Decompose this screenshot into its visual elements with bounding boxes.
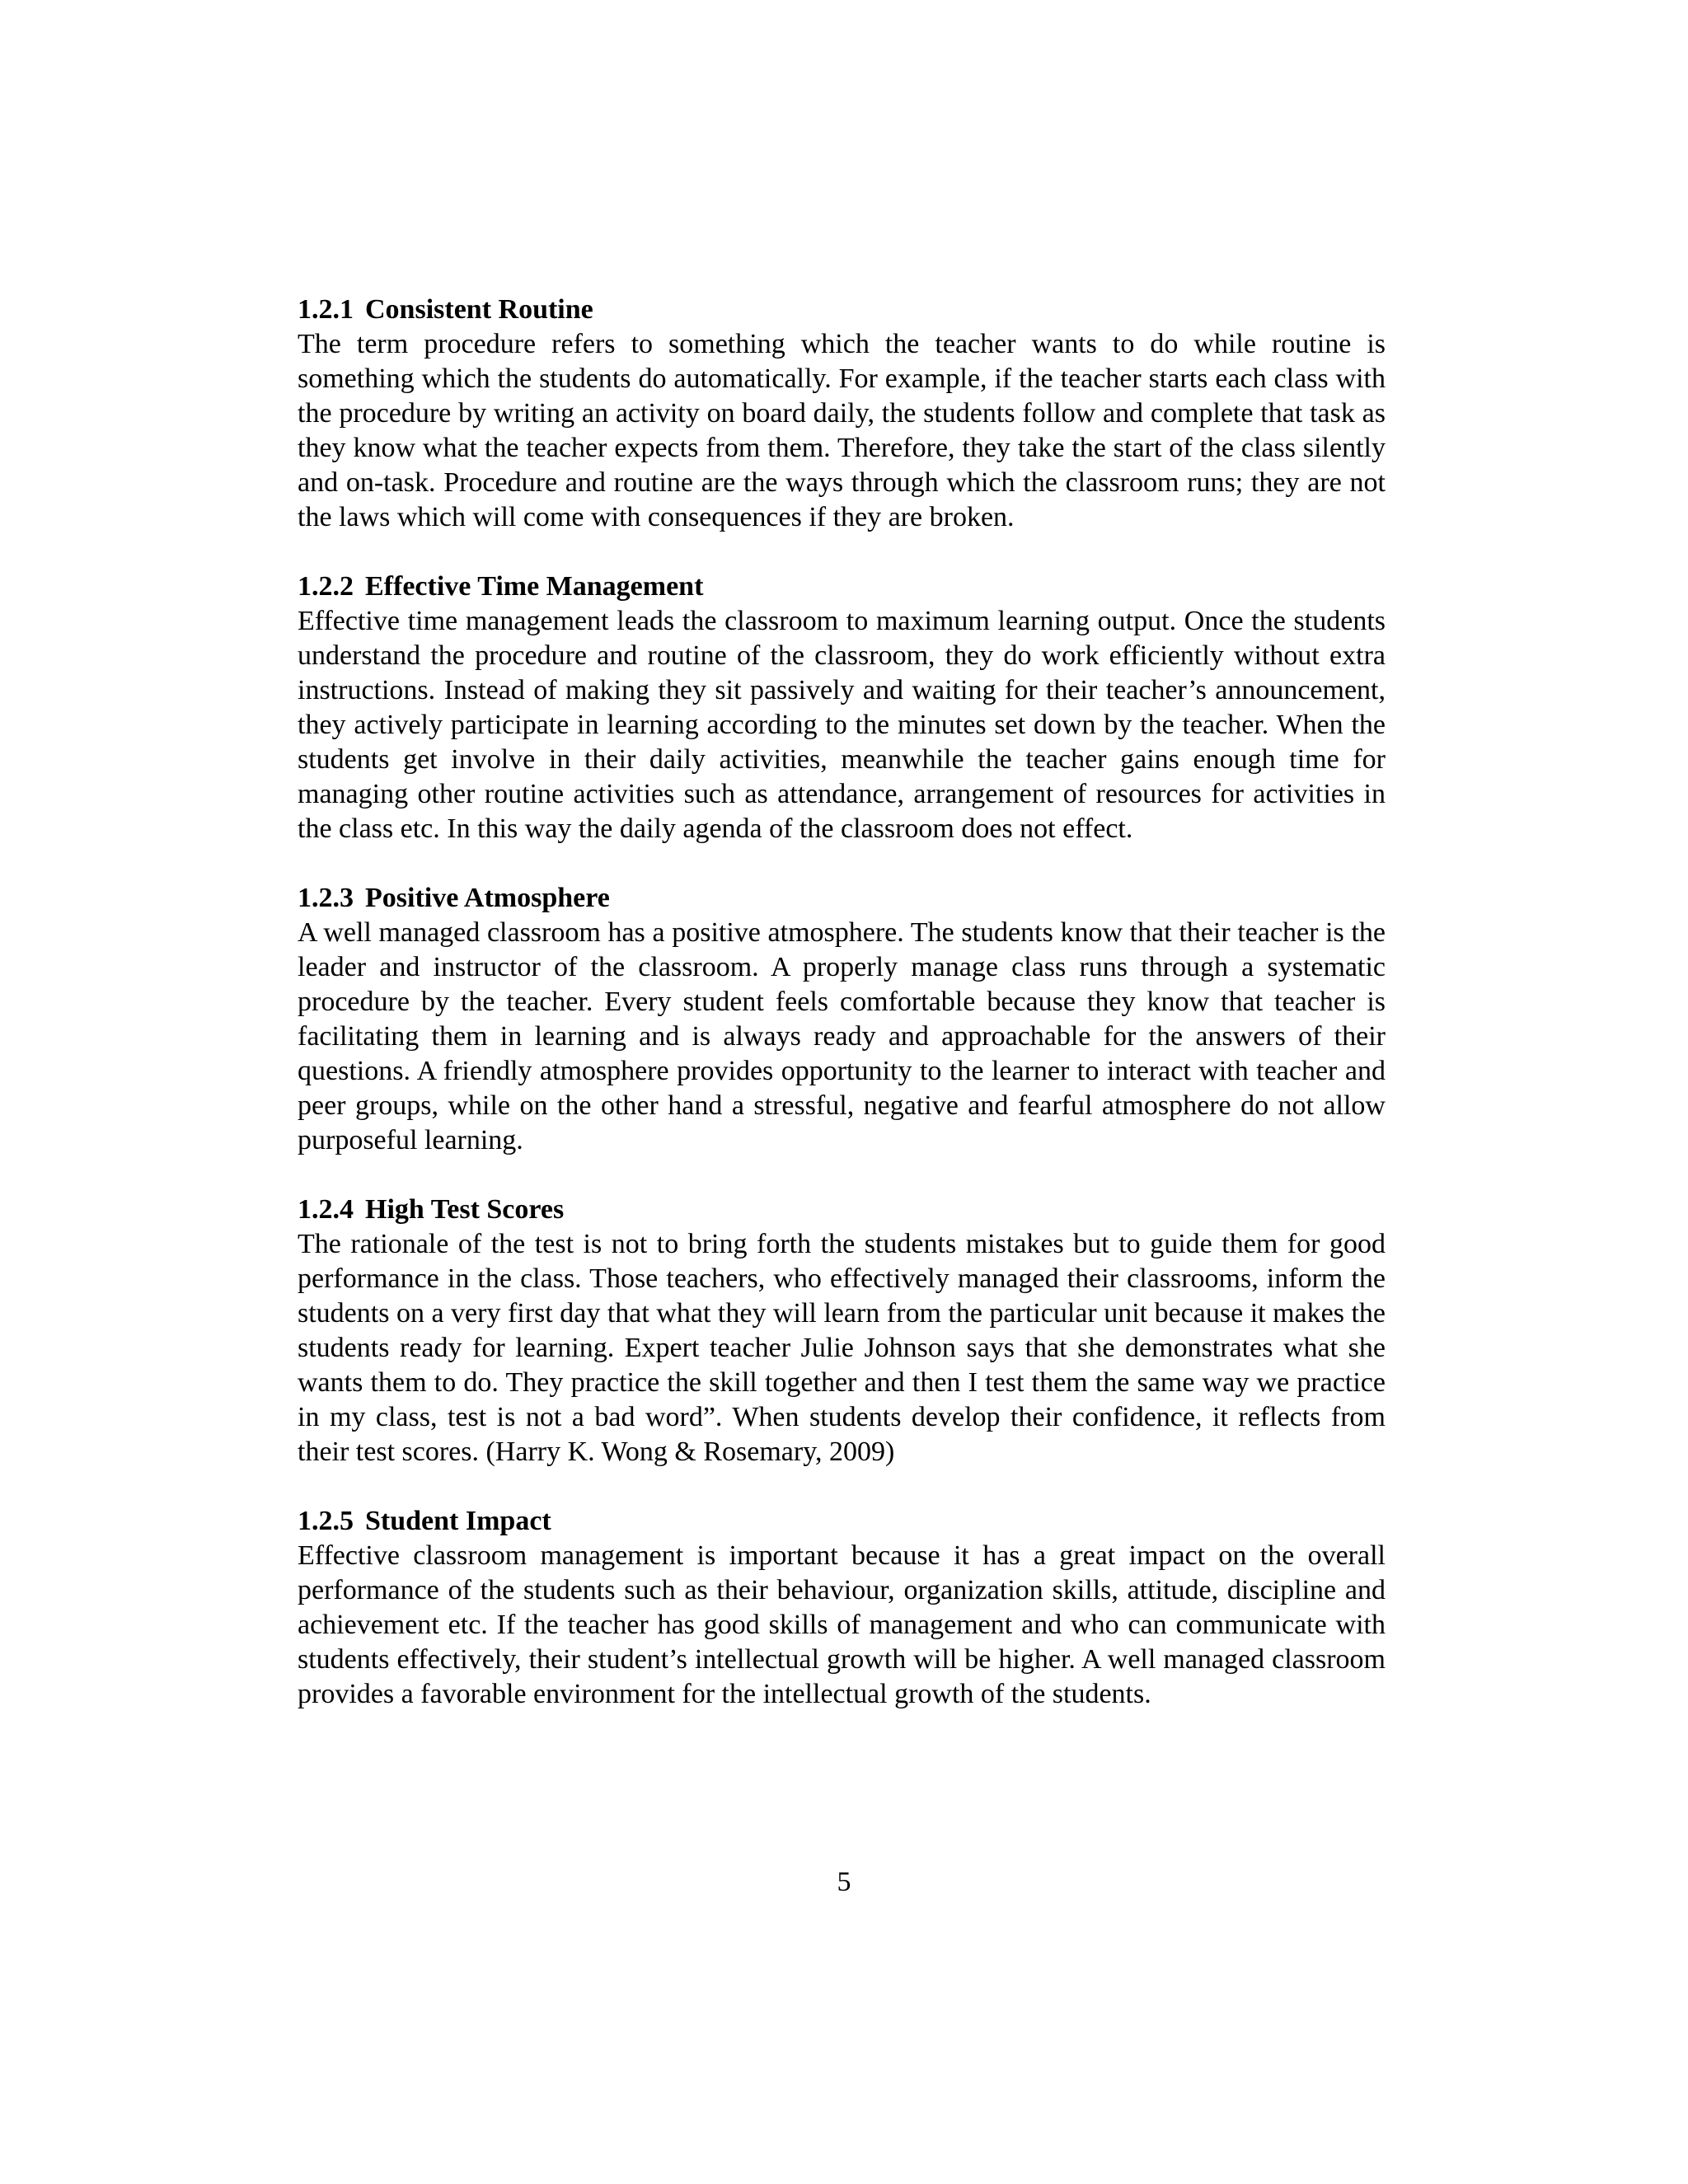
- section-student-impact: [298, 1504, 1386, 1712]
- section-title: Effective Time Management: [365, 571, 704, 602]
- section-heading: [298, 569, 1386, 604]
- section-heading: [298, 881, 1386, 916]
- section-paragraph: A well managed classroom has a positive atmosphere. The students know that their teacher is the leader and instructor of the classroom. A properly manage class runs through a systematic procedure by the teacher. Every student feels comfortable because they know that teacher is facilitating them in learning and is always ready and approachable for the answers of their questions. A friendly atmosphere provides opportunity to the learner to interact with teacher and peer groups, while on the other hand a stressful, negative and fearful atmosphere do not allow purposeful learning.: [298, 917, 1386, 1155]
- section-title: Student Impact: [365, 1506, 551, 1536]
- section-number: 1.2.1: [298, 294, 354, 325]
- section-title: Consistent Routine: [365, 294, 593, 325]
- section-positive-atmosphere: [298, 881, 1386, 1158]
- section-heading: [298, 293, 1386, 327]
- section-paragraph: The rationale of the test is not to bring forth the students mistakes but to guide them for good performance in the class. Those teachers, who effectively managed their classrooms, inform the students on a very first day that what they will learn from the particular unit because it makes the students ready for learning. Expert teacher Julie Johnson says that she demonstrates what she wants them to do. They practice the skill together and then I test them the same way we practice in my class, test is not a bad word”. When students develop their confidence, it reflects from their test scores. (Harry K. Wong & Rosemary, 2009): [298, 1229, 1386, 1467]
- section-consistent-routine: [298, 293, 1386, 535]
- section-paragraph: Effective time management leads the classroom to maximum learning output. Once the students understand the procedure and routine of the classroom, they do work efficiently without extra instructions. Instead of making they sit passively and waiting for their teacher’s announcement, they actively participate in learning according to the minutes set down by the teacher. When the students get involve in their daily activities, meanwhile the teacher gains enough time for managing other routine activities such as attendance, arrangement of resources for activities in the class etc. In this way the daily agenda of the classroom does not effect.: [298, 606, 1386, 844]
- section-title: High Test Scores: [365, 1194, 565, 1225]
- section-number: 1.2.2: [298, 571, 354, 602]
- section-paragraph: Effective classroom management is important because it has a great impact on the overall performance of the students such as their behaviour, organization skills, attitude, discipline and achievement etc. If the teacher has good skills of management and who can communicate with students effectively, their student’s intellectual growth will be higher. A well managed classroom provides a favorable environment for the intellectual growth of the students.: [298, 1540, 1386, 1709]
- section-title: Positive Atmosphere: [365, 883, 610, 913]
- section-number: 1.2.3: [298, 883, 354, 913]
- section-number: 1.2.4: [298, 1194, 354, 1225]
- page-content: [298, 293, 1386, 1746]
- page-number: 5: [837, 1867, 851, 1897]
- section-high-test-scores: [298, 1193, 1386, 1469]
- section-effective-time-management: [298, 569, 1386, 846]
- section-heading: [298, 1504, 1386, 1539]
- section-number: 1.2.5: [298, 1506, 354, 1536]
- section-paragraph: The term procedure refers to something which the teacher wants to do while routine is something which the students do automatically. For example, if the teacher starts each class with the procedure by writing an activity on board daily, the students follow and complete that task as they know what the teacher expects from them. Therefore, they take the start of the class silently and on-task. Procedure and routine are the ways through which the classroom runs; they are not the laws which will come with consequences if they are broken.: [298, 329, 1386, 532]
- section-heading: [298, 1193, 1386, 1227]
